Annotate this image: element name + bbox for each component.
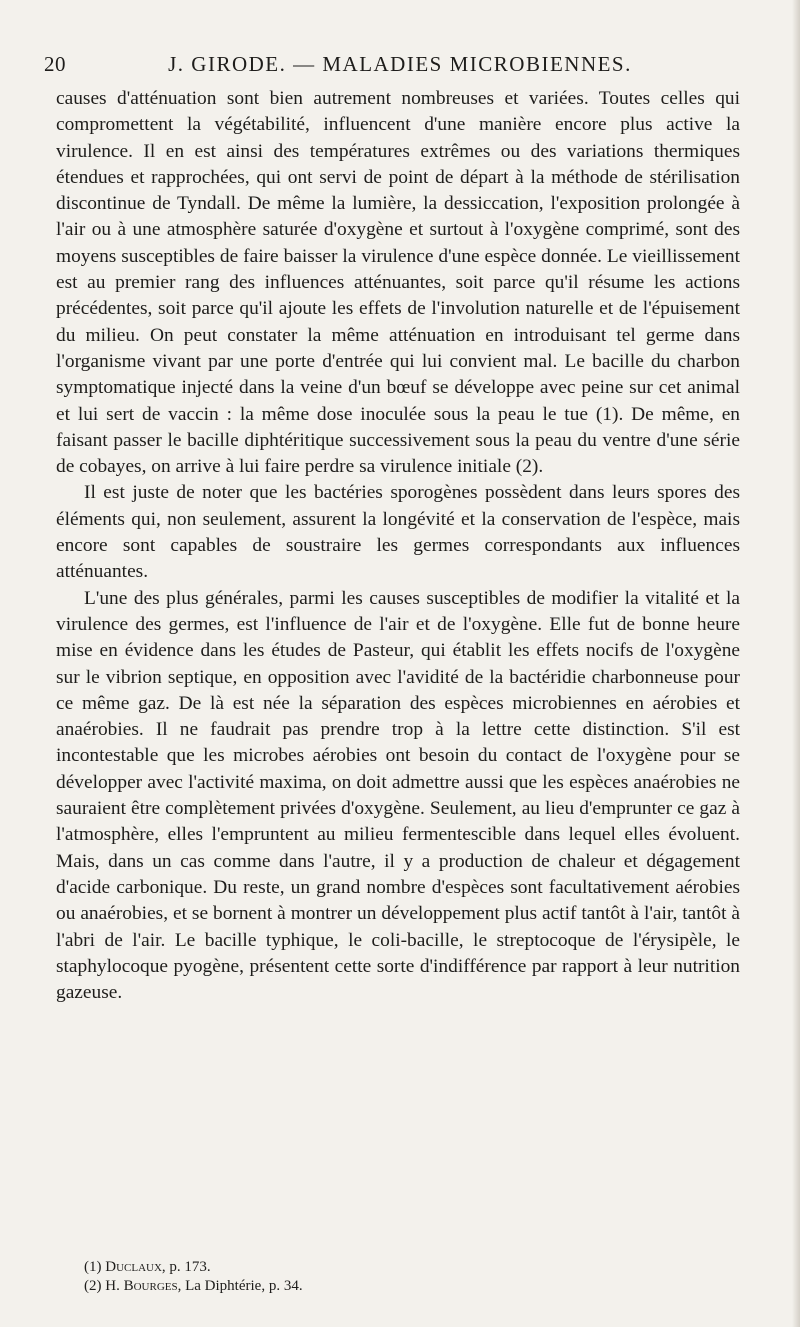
footnote-2	[84, 1277, 724, 1296]
paragraph-attenuation-causes: causes d'atténuation sont bien autrement nombreuses et variées. Toutes celles qui compromettent la végétabilité, influencent d'une manière encore plus active la virulence. Il en est ainsi des températures extrêmes ou des variations thermiques étendues et rapprochées, qui ont servi de point de départ à la méthode de stérilisation discontinue de Tyndall. De même la lumière, la dessiccation, l'exposition prolongée à l'air ou à une atmosphère saturée d'oxygène et surtout à l'oxygène comprimé, sont des moyens susceptibles de faire baisser la virulence d'une espèce donnée. Le vieillissement est au premier rang des influences atténuantes, soit parce qu'il résume les actions précédentes, soit parce qu'il ajoute les effets de l'involution naturelle et de l'épuisement du milieu. On peut constater la même atténuation en introduisant tel germe dans l'organisme vivant par une porte d'entrée qui lui convient mal. Le bacille du charbon symptomatique injecté dans la veine d'un bœuf se développe avec peine sur cet animal et lui sert de vaccin : la même dose inoculée sous la peau le tue (1). De même, en faisant passer le bacille diphtéritique successivement sous la peau du ventre d'une série de cobayes, on arrive à lui faire perdre sa virulence initiale (2).	[56, 88, 740, 478]
footnote-reference: , p. 173.	[161, 1259, 211, 1275]
footnote-author: Duclaux	[105, 1259, 162, 1275]
body-text	[56, 86, 740, 1006]
footnotes	[84, 1258, 724, 1295]
footnote-author-initial: H.	[105, 1277, 124, 1294]
paragraph-sporogenous-bacteria: Il est juste de noter que les bactéries sporogènes possèdent dans leurs spores des éléments qui, non seulement, assurent la longévité et la conservation de l'espèce, mais encore sont capables de soustraire les germes correspondants aux influences atténuantes.	[56, 482, 740, 583]
running-head: J. GIRODE. — MALADIES MICROBIENNES.	[168, 52, 632, 76]
footnote-author: Bourges	[123, 1277, 178, 1294]
footnote-marker: (1)	[84, 1259, 102, 1275]
paragraph-oxygen-influence: L'une des plus générales, parmi les causes susceptibles de modifier la vitalité et la virulence des germes, est l'influence de l'air et de l'oxygène. Elle fut de bonne heure mise en évidence dans les études de Pasteur, qui établit les effets nocifs de l'oxygène sur le vibrion septique, en opposition avec l'avidité de la bactéridie charbonneuse pour ce même gaz. De là est née la séparation des espèces microbiennes en aérobies et anaérobies. Il ne faudrait pas prendre trop à la lettre cette distinction. S'il est incontestable que les microbes aérobies ont besoin du contact de l'oxygène pour se développer avec l'activité maxima, on doit admettre aussi que les espèces anaérobies ne sauraient être complètement privées d'oxygène. Seulement, au lieu d'emprunter ce gaz à l'atmosphère, elles l'empruntent au milieu fermentescible dans lequel elles évoluent. Mais, dans un cas comme dans l'autre, il y a production de chaleur et dégagement d'acide carbonique. Du reste, un grand nombre d'espèces sont facultativement aérobies ou anaérobies, et se bornent à montrer un développement plus actif tantôt à l'air, tantôt à l'abri de l'air. Le bacille typhique, le coli-bacille, le streptocoque de l'érysipèle, le staphylocoque pyogène, présentent cette sorte d'indifférence par rapport à leur nutrition gazeuse.	[56, 587, 740, 1004]
page-number: 20	[44, 52, 66, 76]
footnote-1	[84, 1258, 724, 1277]
page-edge-shadow	[792, 0, 800, 1327]
page-header	[44, 52, 756, 82]
footnote-reference: , La Diphtérie, p. 34.	[177, 1277, 303, 1294]
footnote-marker: (2)	[84, 1277, 102, 1294]
